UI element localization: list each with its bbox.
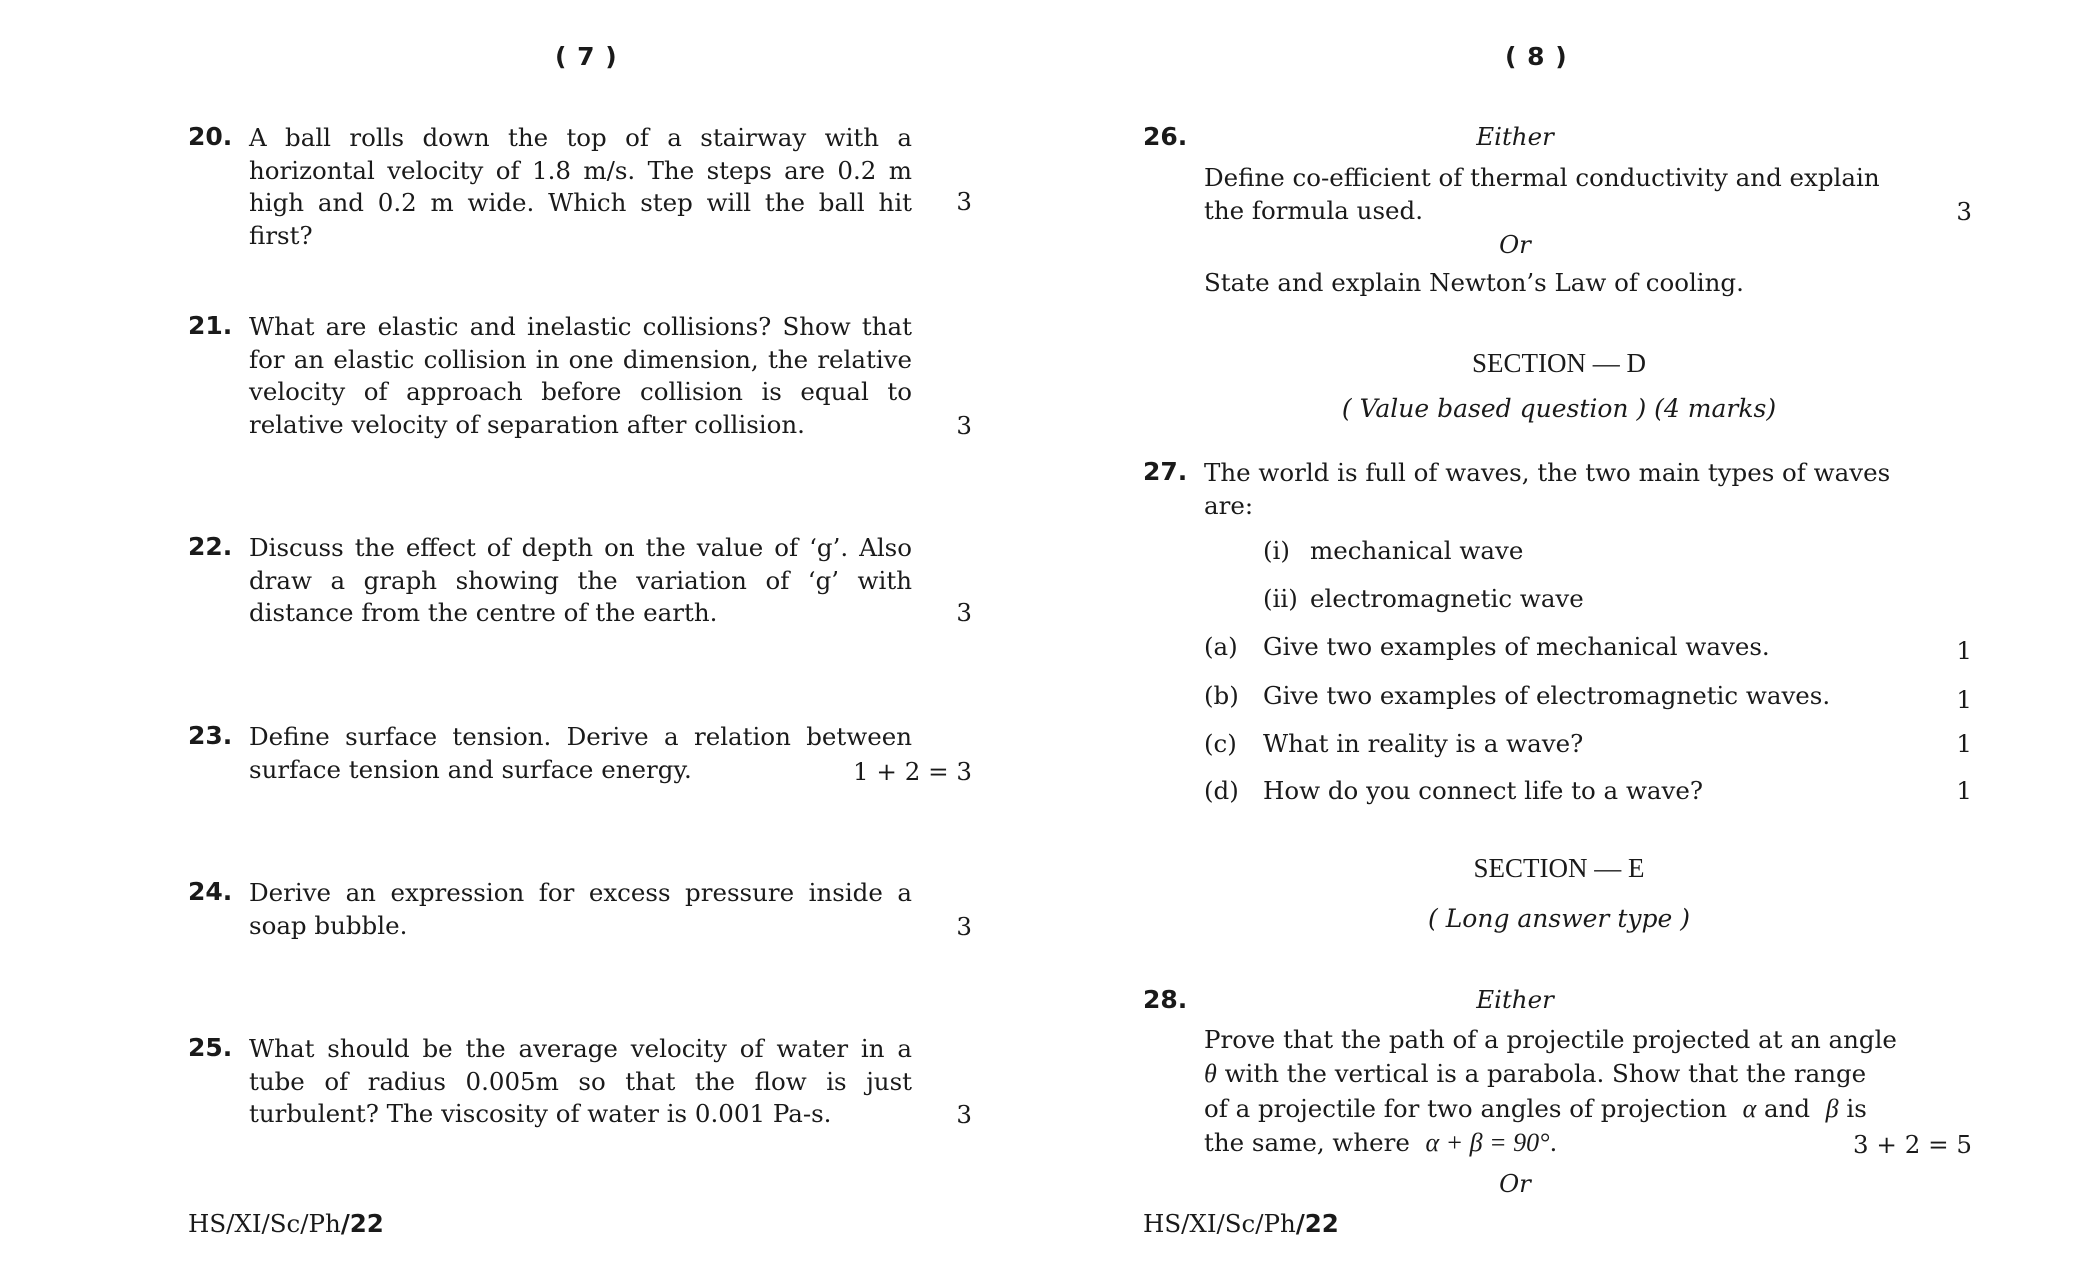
question-text: Define co-efficient of thermal conductivity and explain the formula used. <box>1204 163 1880 225</box>
question-marks: 1 + 2 = 3 <box>853 757 972 786</box>
question-number: 22. <box>188 532 233 561</box>
sub-question-label: (b) <box>1204 681 1239 710</box>
sentence-period: . <box>1549 1128 1558 1157</box>
paper-code-year: /22 <box>340 1209 384 1238</box>
question-text: What should be the average velocity of water in a tube of radius 0.005m so that the flow is just turbulent? The viscosity of water is 0.001 Pa-s. <box>249 1034 912 1128</box>
question-text: Discuss the effect of depth on the value of ‘g’. Also draw a graph showing the variation of ‘g’ with distance from the centre of the earth. <box>249 533 912 627</box>
sub-question-label: (a) <box>1204 632 1238 661</box>
question-marks: 3 <box>1956 197 1972 226</box>
sub-question-marks: 1 <box>1956 729 1972 758</box>
page-number: ( 8 ) <box>1505 42 1568 71</box>
section-subtitle: ( Value based question ) (4 marks) <box>1341 394 1777 423</box>
sub-question-text: How do you connect life to a wave? <box>1263 776 1703 805</box>
alternative-question-text: State and explain Newton’s Law of cooling. <box>1204 268 1744 297</box>
section-title: SECTION — E <box>1473 853 1645 883</box>
question-marks: 3 <box>956 912 972 941</box>
wave-type-label: (i) <box>1263 536 1290 565</box>
question-number: 26. <box>1143 122 1188 151</box>
sub-question-label: (c) <box>1204 729 1237 758</box>
sub-question-marks: 1 <box>1956 685 1972 714</box>
question-marks: 3 <box>956 598 972 627</box>
question-text: What are elastic and inelastic collisions? Show that for an elastic collision in one dimension, the relative velocity of approach before collision is equal to relative velocity of separation after collision. <box>249 312 912 439</box>
question-marks: 3 <box>956 411 972 440</box>
question-text-line <box>1204 1093 1867 1126</box>
question-text-fragment: of a projectile for two angles of projection <box>1204 1094 1727 1123</box>
question-number: 25. <box>188 1033 233 1062</box>
wave-type-text: electromagnetic wave <box>1310 584 1584 613</box>
theta-symbol: θ <box>1204 1059 1217 1088</box>
question-number: 28. <box>1143 985 1188 1014</box>
beta-symbol: β <box>1825 1094 1839 1123</box>
section-subtitle: ( Long answer type ) <box>1428 904 1690 933</box>
question-number: 24. <box>188 877 233 906</box>
or-label: Or <box>1499 230 1531 259</box>
or-label: Or <box>1499 1169 1531 1198</box>
wave-type-text: mechanical wave <box>1310 536 1524 565</box>
sub-question-marks: 1 <box>1956 636 1972 665</box>
alpha-symbol: α <box>1742 1094 1757 1123</box>
paper-code <box>188 1209 384 1238</box>
angle-equation: α + β = 90° <box>1425 1128 1550 1157</box>
question-number: 20. <box>188 122 233 151</box>
wave-type-label: (ii) <box>1263 584 1298 613</box>
page-number: ( 7 ) <box>555 42 618 71</box>
question-marks: 3 <box>956 1100 972 1129</box>
question-marks: 3 <box>956 187 972 216</box>
paper-code-year: /22 <box>1295 1209 1339 1238</box>
question-text-fragment: with the vertical is a parabola. Show that the range <box>1224 1059 1867 1088</box>
question-text: The world is full of waves, the two main types of waves are: <box>1204 458 1891 520</box>
paper-code-text: HS/XI/Sc/Ph <box>188 1209 341 1238</box>
question-text: Derive an expression for excess pressure inside a soap bubble. <box>249 878 912 940</box>
either-label: Either <box>1476 122 1554 151</box>
section-title: SECTION — D <box>1472 348 1646 378</box>
question-number: 27. <box>1143 457 1188 486</box>
right-page <box>1050 0 2100 1275</box>
question-text: Define surface tension. Derive a relation between surface tension and surface energy. <box>249 722 912 784</box>
question-text-line <box>1204 1058 1866 1091</box>
sub-question-text: Give two examples of electromagnetic waves. <box>1263 681 1831 710</box>
question-text-line <box>1204 1127 1557 1160</box>
sub-question-label: (d) <box>1204 776 1239 805</box>
question-text-fragment: the same, where <box>1204 1128 1410 1157</box>
paper-code <box>1143 1209 1339 1238</box>
sub-question-marks: 1 <box>1956 776 1972 805</box>
paper-code-text: HS/XI/Sc/Ph <box>1143 1209 1296 1238</box>
question-text: A ball rolls down the top of a stairway with a horizontal velocity of 1.8 m/s. The steps are 0.2 m high and 0.2 m wide. Which step will the ball hit first? <box>249 123 912 250</box>
sub-question-text: Give two examples of mechanical waves. <box>1263 632 1770 661</box>
question-number: 21. <box>188 311 233 340</box>
question-number: 23. <box>188 721 233 750</box>
question-marks: 3 + 2 = 5 <box>1853 1130 1972 1159</box>
either-label: Either <box>1476 985 1554 1014</box>
question-text-line: Prove that the path of a projectile projected at an angle <box>1204 1025 1897 1054</box>
question-text-fragment: is <box>1846 1094 1867 1123</box>
question-text-fragment: and <box>1764 1094 1811 1123</box>
sub-question-text: What in reality is a wave? <box>1263 729 1584 758</box>
